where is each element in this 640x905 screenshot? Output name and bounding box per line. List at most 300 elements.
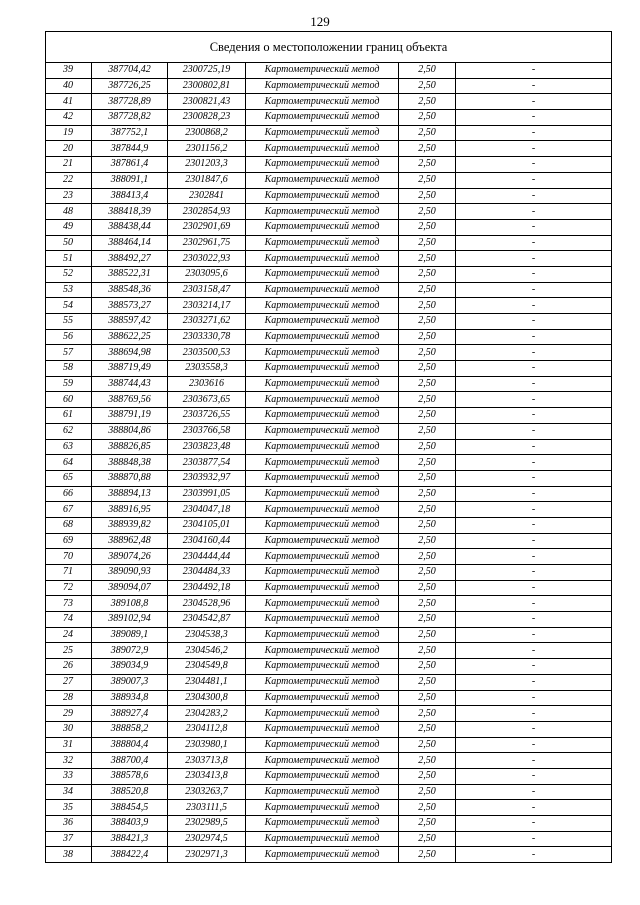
cell-method: Картометрический метод bbox=[246, 533, 399, 549]
cell-method: Картометрический метод bbox=[246, 674, 399, 690]
cell-method: Картометрический метод bbox=[246, 784, 399, 800]
cell-coordinate-x: 388622,25 bbox=[92, 329, 168, 345]
cell-coordinate-x: 388719,49 bbox=[92, 361, 168, 377]
cell-method: Картометрический метод bbox=[246, 439, 399, 455]
cell-accuracy: 2,50 bbox=[399, 659, 456, 675]
cell-method: Картометрический метод bbox=[246, 470, 399, 486]
cell-accuracy: 2,50 bbox=[399, 455, 456, 471]
cell-coordinate-x: 388597,42 bbox=[92, 314, 168, 330]
cell-method: Картометрический метод bbox=[246, 643, 399, 659]
cell-point-number: 66 bbox=[46, 486, 92, 502]
table-row bbox=[46, 737, 612, 753]
table-row bbox=[46, 517, 612, 533]
cell-coordinate-y: 2300828,23 bbox=[168, 110, 246, 126]
cell-coordinate-x: 388694,98 bbox=[92, 345, 168, 361]
cell-point-number: 36 bbox=[46, 816, 92, 832]
cell-point-number: 40 bbox=[46, 78, 92, 94]
table-row bbox=[46, 157, 612, 173]
cell-accuracy: 2,50 bbox=[399, 753, 456, 769]
cell-coordinate-x: 387704,42 bbox=[92, 63, 168, 79]
cell-description: - bbox=[456, 235, 612, 251]
cell-description: - bbox=[456, 63, 612, 79]
cell-coordinate-y: 2304444,44 bbox=[168, 549, 246, 565]
cell-coordinate-x: 387844,9 bbox=[92, 141, 168, 157]
cell-coordinate-y: 2303616 bbox=[168, 376, 246, 392]
cell-point-number: 39 bbox=[46, 63, 92, 79]
cell-description: - bbox=[456, 580, 612, 596]
cell-accuracy: 2,50 bbox=[399, 172, 456, 188]
cell-coordinate-y: 2303877,54 bbox=[168, 455, 246, 471]
cell-coordinate-y: 2303766,58 bbox=[168, 423, 246, 439]
cell-description: - bbox=[456, 486, 612, 502]
cell-point-number: 60 bbox=[46, 392, 92, 408]
cell-coordinate-y: 2302854,93 bbox=[168, 204, 246, 220]
cell-description: - bbox=[456, 831, 612, 847]
table-row bbox=[46, 659, 612, 675]
boundary-coordinates-table bbox=[45, 31, 612, 863]
cell-description: - bbox=[456, 816, 612, 832]
cell-point-number: 74 bbox=[46, 612, 92, 628]
cell-point-number: 50 bbox=[46, 235, 92, 251]
cell-description: - bbox=[456, 565, 612, 581]
cell-description: - bbox=[456, 361, 612, 377]
table-row bbox=[46, 266, 612, 282]
cell-coordinate-y: 2304160,44 bbox=[168, 533, 246, 549]
cell-coordinate-y: 2300802,81 bbox=[168, 78, 246, 94]
cell-coordinate-y: 2303713,8 bbox=[168, 753, 246, 769]
cell-coordinate-x: 388826,85 bbox=[92, 439, 168, 455]
cell-description: - bbox=[456, 721, 612, 737]
cell-point-number: 58 bbox=[46, 361, 92, 377]
cell-description: - bbox=[456, 78, 612, 94]
cell-description: - bbox=[456, 659, 612, 675]
table-row bbox=[46, 800, 612, 816]
cell-method: Картометрический метод bbox=[246, 753, 399, 769]
cell-method: Картометрический метод bbox=[246, 706, 399, 722]
cell-coordinate-y: 2303158,47 bbox=[168, 282, 246, 298]
cell-coordinate-y: 2303932,97 bbox=[168, 470, 246, 486]
cell-description: - bbox=[456, 439, 612, 455]
table-row bbox=[46, 78, 612, 94]
cell-point-number: 49 bbox=[46, 219, 92, 235]
cell-coordinate-x: 389090,93 bbox=[92, 565, 168, 581]
cell-point-number: 32 bbox=[46, 753, 92, 769]
table-row bbox=[46, 188, 612, 204]
table-row bbox=[46, 172, 612, 188]
cell-accuracy: 2,50 bbox=[399, 78, 456, 94]
cell-accuracy: 2,50 bbox=[399, 251, 456, 267]
cell-accuracy: 2,50 bbox=[399, 282, 456, 298]
cell-accuracy: 2,50 bbox=[399, 612, 456, 628]
cell-method: Картометрический метод bbox=[246, 768, 399, 784]
cell-point-number: 29 bbox=[46, 706, 92, 722]
cell-coordinate-x: 388464,14 bbox=[92, 235, 168, 251]
table-row bbox=[46, 376, 612, 392]
cell-method: Картометрический метод bbox=[246, 737, 399, 753]
cell-coordinate-x: 389007,3 bbox=[92, 674, 168, 690]
cell-description: - bbox=[456, 204, 612, 220]
cell-accuracy: 2,50 bbox=[399, 470, 456, 486]
cell-accuracy: 2,50 bbox=[399, 141, 456, 157]
cell-point-number: 72 bbox=[46, 580, 92, 596]
cell-description: - bbox=[456, 266, 612, 282]
cell-point-number: 52 bbox=[46, 266, 92, 282]
cell-coordinate-x: 388894,13 bbox=[92, 486, 168, 502]
cell-point-number: 65 bbox=[46, 470, 92, 486]
cell-coordinate-y: 2304538,3 bbox=[168, 627, 246, 643]
cell-coordinate-x: 387861,4 bbox=[92, 157, 168, 173]
table-row bbox=[46, 580, 612, 596]
cell-coordinate-x: 388804,86 bbox=[92, 423, 168, 439]
cell-coordinate-y: 2304112,8 bbox=[168, 721, 246, 737]
cell-point-number: 30 bbox=[46, 721, 92, 737]
cell-coordinate-y: 2302989,5 bbox=[168, 816, 246, 832]
table-row bbox=[46, 768, 612, 784]
cell-coordinate-x: 388848,38 bbox=[92, 455, 168, 471]
cell-coordinate-x: 388573,27 bbox=[92, 298, 168, 314]
cell-coordinate-x: 388520,8 bbox=[92, 784, 168, 800]
cell-coordinate-x: 388418,39 bbox=[92, 204, 168, 220]
cell-accuracy: 2,50 bbox=[399, 643, 456, 659]
cell-accuracy: 2,50 bbox=[399, 125, 456, 141]
cell-point-number: 70 bbox=[46, 549, 92, 565]
cell-description: - bbox=[456, 596, 612, 612]
cell-accuracy: 2,50 bbox=[399, 816, 456, 832]
cell-point-number: 57 bbox=[46, 345, 92, 361]
cell-method: Картометрический метод bbox=[246, 627, 399, 643]
cell-description: - bbox=[456, 643, 612, 659]
cell-method: Картометрический метод bbox=[246, 110, 399, 126]
cell-method: Картометрический метод bbox=[246, 486, 399, 502]
cell-point-number: 41 bbox=[46, 94, 92, 110]
table-row bbox=[46, 219, 612, 235]
table-row bbox=[46, 408, 612, 424]
cell-description: - bbox=[456, 674, 612, 690]
table-row bbox=[46, 235, 612, 251]
table-row bbox=[46, 565, 612, 581]
cell-accuracy: 2,50 bbox=[399, 580, 456, 596]
cell-accuracy: 2,50 bbox=[399, 800, 456, 816]
cell-method: Картометрический метод bbox=[246, 219, 399, 235]
cell-point-number: 64 bbox=[46, 455, 92, 471]
cell-method: Картометрический метод bbox=[246, 235, 399, 251]
cell-coordinate-x: 388858,2 bbox=[92, 721, 168, 737]
cell-coordinate-x: 388927,4 bbox=[92, 706, 168, 722]
cell-coordinate-x: 389102,94 bbox=[92, 612, 168, 628]
cell-coordinate-y: 2302961,75 bbox=[168, 235, 246, 251]
cell-accuracy: 2,50 bbox=[399, 439, 456, 455]
cell-description: - bbox=[456, 706, 612, 722]
cell-method: Картометрический метод bbox=[246, 455, 399, 471]
cell-description: - bbox=[456, 125, 612, 141]
cell-coordinate-x: 389108,8 bbox=[92, 596, 168, 612]
cell-method: Картометрический метод bbox=[246, 502, 399, 518]
cell-coordinate-x: 389089,1 bbox=[92, 627, 168, 643]
table-row bbox=[46, 439, 612, 455]
table-row bbox=[46, 753, 612, 769]
table-row bbox=[46, 533, 612, 549]
table-row bbox=[46, 361, 612, 377]
cell-point-number: 35 bbox=[46, 800, 92, 816]
table-row bbox=[46, 345, 612, 361]
cell-description: - bbox=[456, 800, 612, 816]
cell-accuracy: 2,50 bbox=[399, 266, 456, 282]
cell-coordinate-y: 2303263,7 bbox=[168, 784, 246, 800]
cell-coordinate-y: 2304047,18 bbox=[168, 502, 246, 518]
cell-point-number: 37 bbox=[46, 831, 92, 847]
table-title: Сведения о местоположении границ объекта bbox=[46, 32, 612, 63]
cell-accuracy: 2,50 bbox=[399, 486, 456, 502]
cell-coordinate-x: 388403,9 bbox=[92, 816, 168, 832]
cell-coordinate-x: 389094,07 bbox=[92, 580, 168, 596]
cell-description: - bbox=[456, 94, 612, 110]
table-row bbox=[46, 486, 612, 502]
table-row bbox=[46, 627, 612, 643]
cell-coordinate-x: 388962,48 bbox=[92, 533, 168, 549]
cell-description: - bbox=[456, 737, 612, 753]
cell-accuracy: 2,50 bbox=[399, 690, 456, 706]
cell-coordinate-y: 2304283,2 bbox=[168, 706, 246, 722]
cell-method: Картометрический метод bbox=[246, 188, 399, 204]
cell-accuracy: 2,50 bbox=[399, 768, 456, 784]
cell-point-number: 42 bbox=[46, 110, 92, 126]
cell-method: Картометрический метод bbox=[246, 329, 399, 345]
table-row bbox=[46, 721, 612, 737]
cell-coordinate-y: 2303111,5 bbox=[168, 800, 246, 816]
cell-coordinate-x: 389072,9 bbox=[92, 643, 168, 659]
cell-method: Картометрический метод bbox=[246, 282, 399, 298]
cell-coordinate-y: 2300725,19 bbox=[168, 63, 246, 79]
cell-description: - bbox=[456, 141, 612, 157]
cell-point-number: 48 bbox=[46, 204, 92, 220]
cell-accuracy: 2,50 bbox=[399, 737, 456, 753]
cell-description: - bbox=[456, 219, 612, 235]
cell-description: - bbox=[456, 470, 612, 486]
cell-coordinate-y: 2304481,1 bbox=[168, 674, 246, 690]
cell-coordinate-y: 2303823,48 bbox=[168, 439, 246, 455]
cell-coordinate-x: 389074,26 bbox=[92, 549, 168, 565]
cell-method: Картометрический метод bbox=[246, 376, 399, 392]
cell-point-number: 71 bbox=[46, 565, 92, 581]
table-title-row bbox=[46, 32, 612, 63]
table-row bbox=[46, 125, 612, 141]
cell-method: Картометрический метод bbox=[246, 172, 399, 188]
cell-method: Картометрический метод bbox=[246, 517, 399, 533]
cell-description: - bbox=[456, 345, 612, 361]
cell-coordinate-x: 387728,82 bbox=[92, 110, 168, 126]
cell-method: Картометрический метод bbox=[246, 204, 399, 220]
cell-coordinate-x: 388870,88 bbox=[92, 470, 168, 486]
table-row bbox=[46, 251, 612, 267]
cell-description: - bbox=[456, 392, 612, 408]
cell-point-number: 28 bbox=[46, 690, 92, 706]
cell-description: - bbox=[456, 157, 612, 173]
cell-accuracy: 2,50 bbox=[399, 565, 456, 581]
cell-coordinate-x: 388454,5 bbox=[92, 800, 168, 816]
cell-method: Картометрический метод bbox=[246, 565, 399, 581]
cell-accuracy: 2,50 bbox=[399, 219, 456, 235]
cell-accuracy: 2,50 bbox=[399, 721, 456, 737]
cell-point-number: 26 bbox=[46, 659, 92, 675]
cell-accuracy: 2,50 bbox=[399, 376, 456, 392]
cell-description: - bbox=[456, 690, 612, 706]
table-row bbox=[46, 612, 612, 628]
table-row bbox=[46, 784, 612, 800]
cell-point-number: 56 bbox=[46, 329, 92, 345]
cell-accuracy: 2,50 bbox=[399, 784, 456, 800]
cell-method: Картометрический метод bbox=[246, 345, 399, 361]
cell-method: Картометрический метод bbox=[246, 251, 399, 267]
cell-coordinate-y: 2300821,43 bbox=[168, 94, 246, 110]
cell-method: Картометрический метод bbox=[246, 549, 399, 565]
cell-coordinate-x: 388744,43 bbox=[92, 376, 168, 392]
cell-accuracy: 2,50 bbox=[399, 502, 456, 518]
cell-point-number: 38 bbox=[46, 847, 92, 863]
cell-coordinate-x: 389034,9 bbox=[92, 659, 168, 675]
cell-method: Картометрический метод bbox=[246, 314, 399, 330]
cell-method: Картометрический метод bbox=[246, 392, 399, 408]
table-row bbox=[46, 392, 612, 408]
cell-coordinate-x: 388422,4 bbox=[92, 847, 168, 863]
cell-coordinate-y: 2303726,55 bbox=[168, 408, 246, 424]
cell-point-number: 67 bbox=[46, 502, 92, 518]
table-row bbox=[46, 110, 612, 126]
cell-coordinate-x: 387726,25 bbox=[92, 78, 168, 94]
cell-point-number: 53 bbox=[46, 282, 92, 298]
cell-coordinate-y: 2303022,93 bbox=[168, 251, 246, 267]
cell-description: - bbox=[456, 502, 612, 518]
cell-coordinate-y: 2304492,18 bbox=[168, 580, 246, 596]
cell-accuracy: 2,50 bbox=[399, 345, 456, 361]
cell-description: - bbox=[456, 517, 612, 533]
cell-point-number: 19 bbox=[46, 125, 92, 141]
cell-method: Картометрический метод bbox=[246, 721, 399, 737]
cell-accuracy: 2,50 bbox=[399, 408, 456, 424]
cell-description: - bbox=[456, 408, 612, 424]
cell-point-number: 54 bbox=[46, 298, 92, 314]
cell-accuracy: 2,50 bbox=[399, 423, 456, 439]
cell-coordinate-y: 2304105,01 bbox=[168, 517, 246, 533]
cell-point-number: 63 bbox=[46, 439, 92, 455]
cell-point-number: 23 bbox=[46, 188, 92, 204]
cell-coordinate-x: 388934,8 bbox=[92, 690, 168, 706]
table-row bbox=[46, 455, 612, 471]
cell-coordinate-y: 2301156,2 bbox=[168, 141, 246, 157]
page-number: 129 bbox=[310, 14, 330, 29]
table-row bbox=[46, 141, 612, 157]
table-row bbox=[46, 847, 612, 863]
cell-coordinate-y: 2304546,2 bbox=[168, 643, 246, 659]
cell-coordinate-y: 2304549,8 bbox=[168, 659, 246, 675]
cell-accuracy: 2,50 bbox=[399, 204, 456, 220]
table-row bbox=[46, 549, 612, 565]
cell-point-number: 59 bbox=[46, 376, 92, 392]
cell-coordinate-y: 2303271,62 bbox=[168, 314, 246, 330]
cell-description: - bbox=[456, 784, 612, 800]
cell-coordinate-y: 2303095,6 bbox=[168, 266, 246, 282]
cell-method: Картометрический метод bbox=[246, 800, 399, 816]
cell-coordinate-y: 2303673,65 bbox=[168, 392, 246, 408]
cell-method: Картометрический метод bbox=[246, 125, 399, 141]
cell-method: Картометрический метод bbox=[246, 831, 399, 847]
cell-coordinate-y: 2302974,5 bbox=[168, 831, 246, 847]
table-row bbox=[46, 816, 612, 832]
cell-coordinate-y: 2303991,05 bbox=[168, 486, 246, 502]
cell-point-number: 62 bbox=[46, 423, 92, 439]
table-row bbox=[46, 423, 612, 439]
cell-method: Картометрический метод bbox=[246, 266, 399, 282]
cell-method: Картометрический метод bbox=[246, 157, 399, 173]
cell-method: Картометрический метод bbox=[246, 816, 399, 832]
cell-method: Картометрический метод bbox=[246, 690, 399, 706]
cell-coordinate-y: 2303413,8 bbox=[168, 768, 246, 784]
cell-method: Картометрический метод bbox=[246, 361, 399, 377]
cell-coordinate-x: 388522,31 bbox=[92, 266, 168, 282]
table-row bbox=[46, 690, 612, 706]
cell-method: Картометрический метод bbox=[246, 847, 399, 863]
cell-point-number: 61 bbox=[46, 408, 92, 424]
cell-coordinate-x: 388700,4 bbox=[92, 753, 168, 769]
cell-coordinate-x: 388548,36 bbox=[92, 282, 168, 298]
cell-accuracy: 2,50 bbox=[399, 674, 456, 690]
table-row bbox=[46, 596, 612, 612]
cell-coordinate-x: 388791,19 bbox=[92, 408, 168, 424]
cell-point-number: 55 bbox=[46, 314, 92, 330]
cell-coordinate-x: 388438,44 bbox=[92, 219, 168, 235]
table-row bbox=[46, 63, 612, 79]
cell-point-number: 24 bbox=[46, 627, 92, 643]
table-row bbox=[46, 204, 612, 220]
cell-point-number: 34 bbox=[46, 784, 92, 800]
cell-point-number: 33 bbox=[46, 768, 92, 784]
cell-description: - bbox=[456, 455, 612, 471]
table-row bbox=[46, 314, 612, 330]
cell-description: - bbox=[456, 188, 612, 204]
cell-coordinate-x: 387728,89 bbox=[92, 94, 168, 110]
cell-method: Картометрический метод bbox=[246, 298, 399, 314]
table-row bbox=[46, 831, 612, 847]
cell-coordinate-y: 2302971,3 bbox=[168, 847, 246, 863]
cell-coordinate-y: 2303214,17 bbox=[168, 298, 246, 314]
cell-accuracy: 2,50 bbox=[399, 533, 456, 549]
cell-point-number: 68 bbox=[46, 517, 92, 533]
cell-accuracy: 2,50 bbox=[399, 361, 456, 377]
cell-accuracy: 2,50 bbox=[399, 329, 456, 345]
cell-description: - bbox=[456, 847, 612, 863]
table-row bbox=[46, 94, 612, 110]
cell-accuracy: 2,50 bbox=[399, 847, 456, 863]
cell-point-number: 31 bbox=[46, 737, 92, 753]
cell-description: - bbox=[456, 298, 612, 314]
cell-coordinate-y: 2300868,2 bbox=[168, 125, 246, 141]
cell-coordinate-y: 2304300,8 bbox=[168, 690, 246, 706]
cell-coordinate-x: 388916,95 bbox=[92, 502, 168, 518]
cell-coordinate-y: 2302841 bbox=[168, 188, 246, 204]
cell-description: - bbox=[456, 549, 612, 565]
cell-coordinate-y: 2301203,3 bbox=[168, 157, 246, 173]
cell-method: Картометрический метод bbox=[246, 63, 399, 79]
table-row bbox=[46, 282, 612, 298]
cell-coordinate-y: 2303500,53 bbox=[168, 345, 246, 361]
cell-accuracy: 2,50 bbox=[399, 831, 456, 847]
cell-method: Картометрический метод bbox=[246, 78, 399, 94]
cell-coordinate-x: 388939,82 bbox=[92, 517, 168, 533]
cell-accuracy: 2,50 bbox=[399, 596, 456, 612]
cell-description: - bbox=[456, 251, 612, 267]
cell-method: Картометрический метод bbox=[246, 612, 399, 628]
table-row bbox=[46, 298, 612, 314]
cell-method: Картометрический метод bbox=[246, 408, 399, 424]
